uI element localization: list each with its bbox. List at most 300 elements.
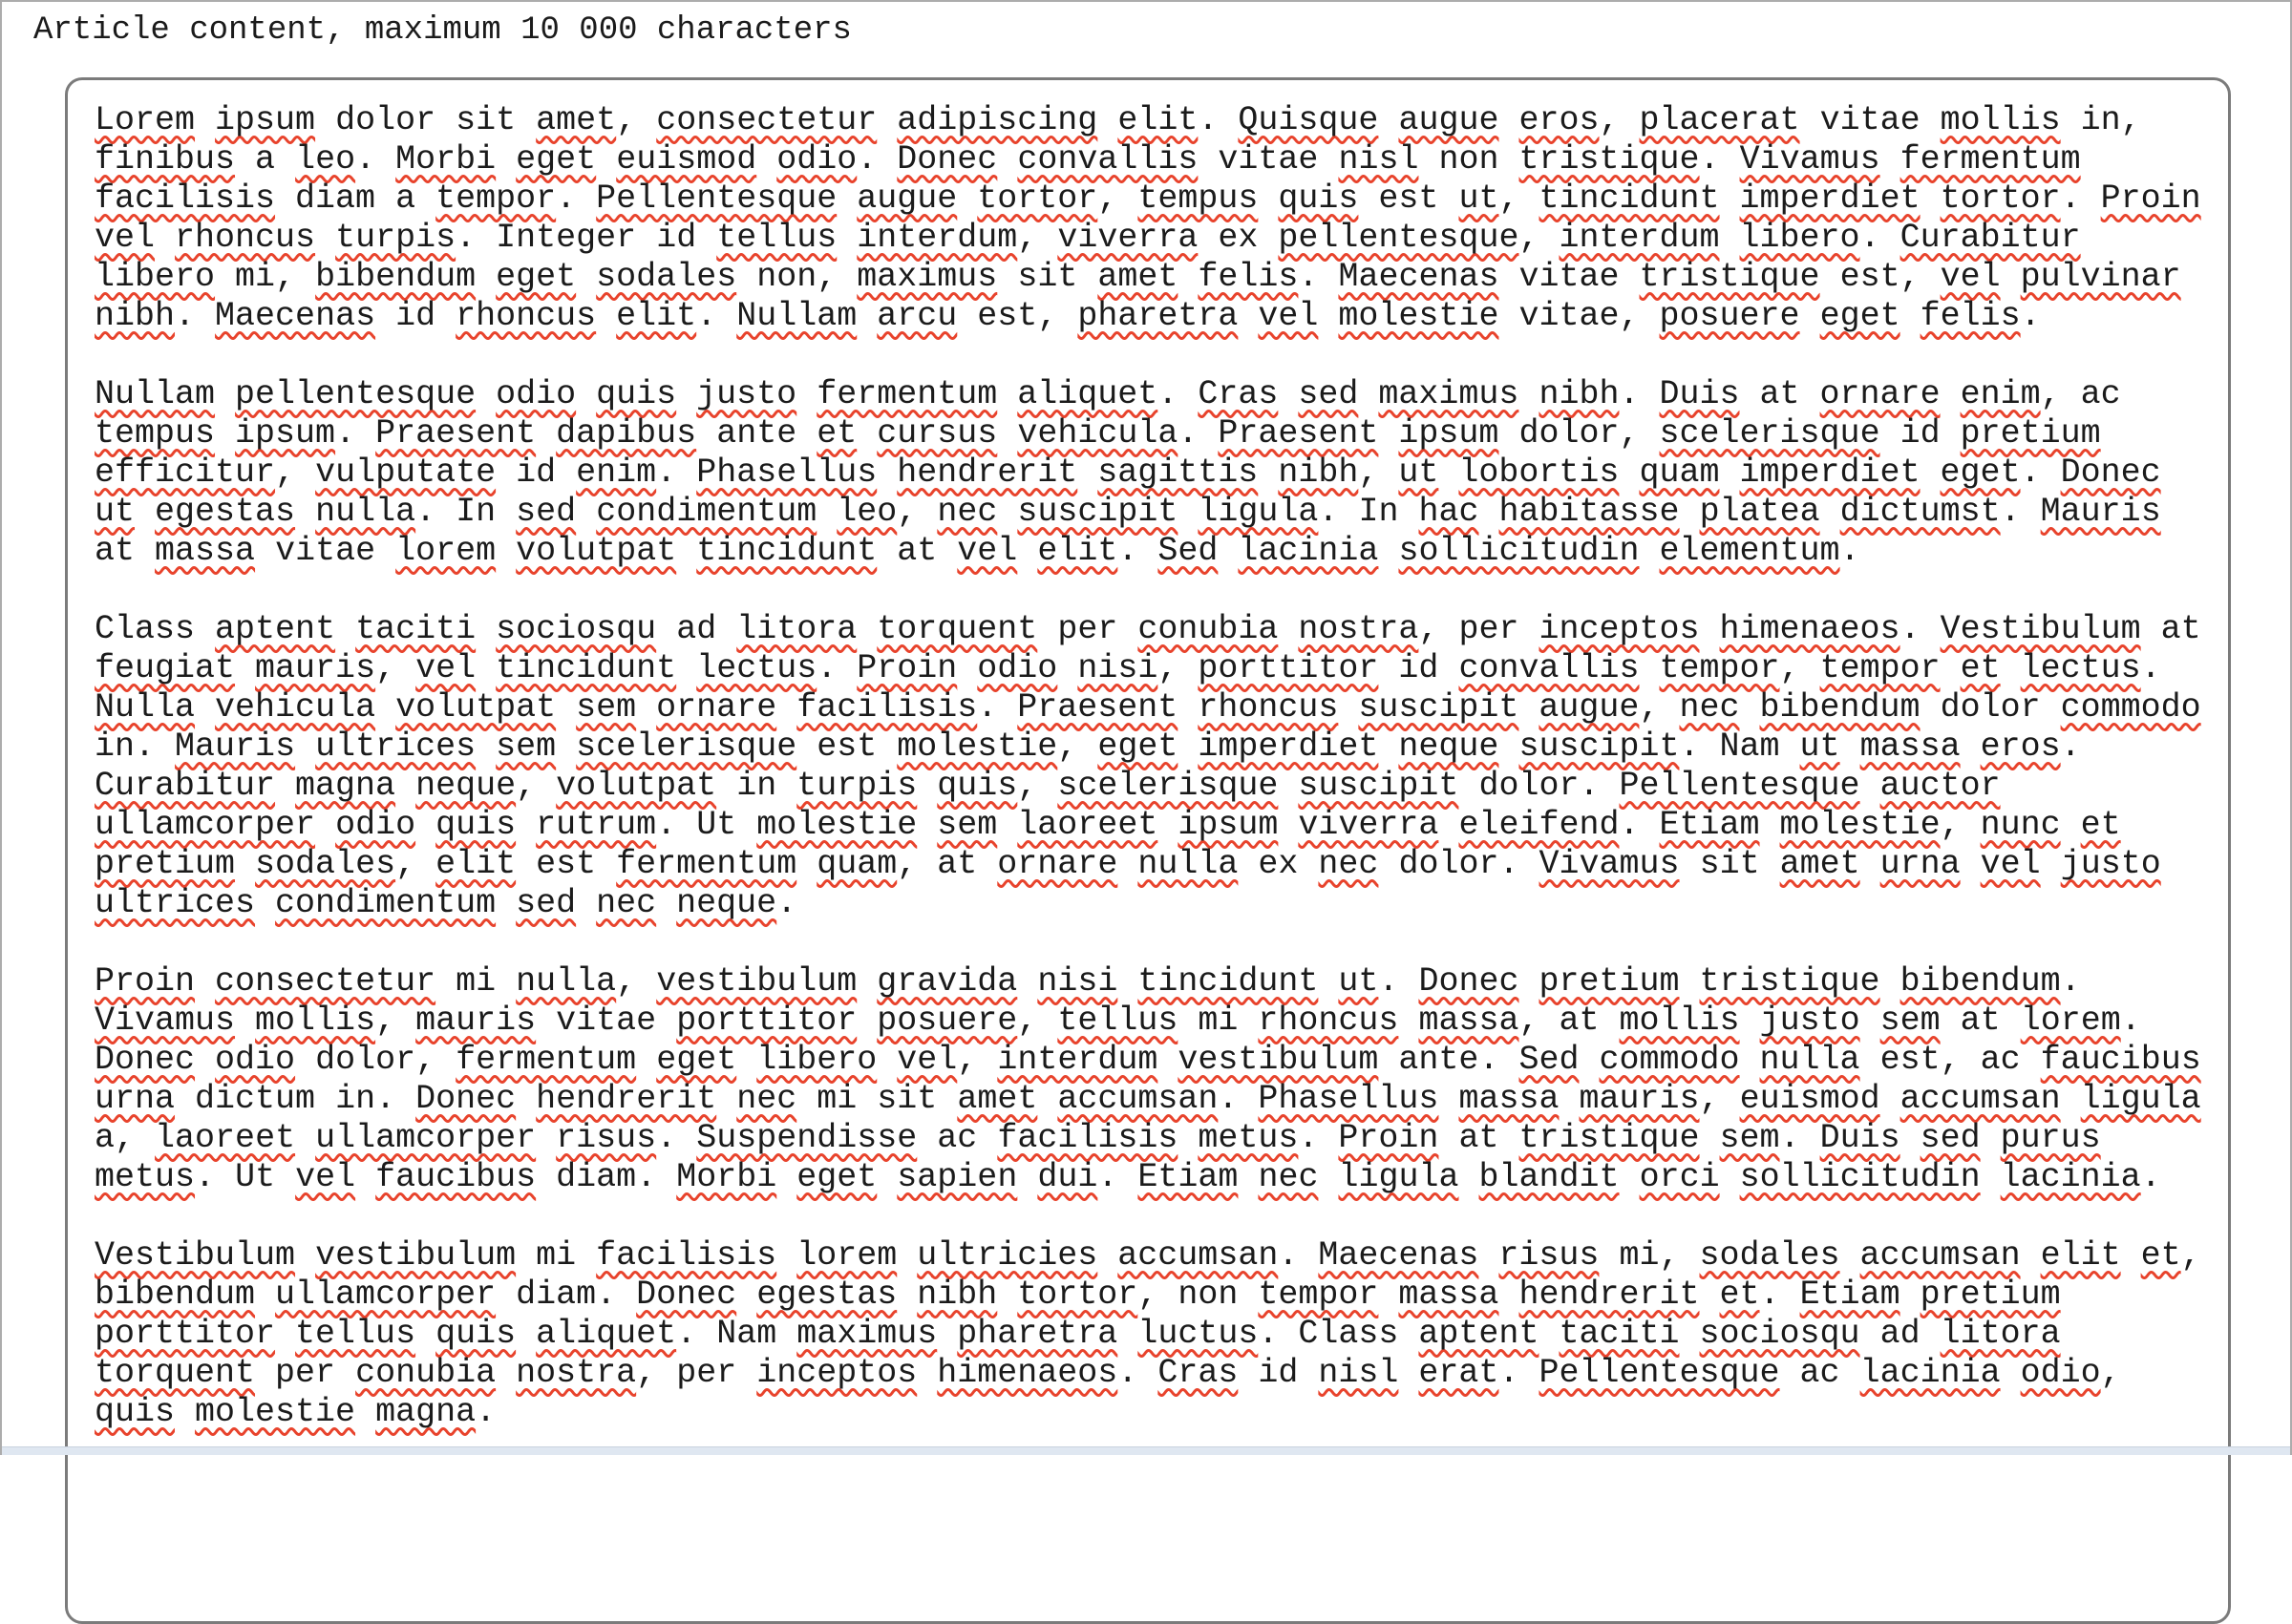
misspelled-word: lobortis <box>1458 453 1620 492</box>
misspelled-word: inceptos <box>756 1354 918 1392</box>
misspelled-word: accumsan <box>1899 1080 2061 1118</box>
word: at <box>1759 375 1800 413</box>
misspelled-word: nisl <box>1338 140 1419 179</box>
misspelled-word: himenaeos <box>937 1354 1118 1392</box>
word: mi <box>1619 1236 1660 1275</box>
misspelled-word: sem <box>496 728 557 766</box>
misspelled-word: lacinia <box>2000 1158 2141 1196</box>
word: sit <box>456 101 517 139</box>
misspelled-word: rhoncus <box>175 219 316 257</box>
misspelled-word: vestibulum <box>315 1236 517 1275</box>
misspelled-word: Phasellus <box>1258 1080 1439 1118</box>
misspelled-word: tempor <box>1819 649 1941 687</box>
misspelled-word: ipsum <box>235 414 336 453</box>
word: ante <box>1398 1041 1479 1079</box>
word: vitae <box>1218 140 1319 179</box>
misspelled-word: tortor <box>977 179 1098 218</box>
misspelled-word: fermentum <box>1899 140 2081 179</box>
misspelled-word: suscipit <box>1518 728 1680 766</box>
misspelled-word: erat <box>1418 1354 1499 1392</box>
misspelled-word: Nulla <box>95 688 196 727</box>
misspelled-word: Lorem <box>95 101 196 139</box>
misspelled-word: orci <box>1639 1158 1720 1196</box>
misspelled-word: tincidunt <box>1539 179 1720 218</box>
misspelled-word: Mauris <box>175 728 296 766</box>
misspelled-word: fermentum <box>817 375 998 413</box>
misspelled-word: Maecenas <box>1318 1236 1479 1275</box>
word: a <box>255 140 276 179</box>
misspelled-word: vel <box>1980 845 2041 883</box>
misspelled-word: elementum <box>1659 532 1840 570</box>
misspelled-word: viverra <box>1057 219 1199 257</box>
misspelled-word: sodales <box>1699 1236 1840 1275</box>
misspelled-word: accumsan <box>1859 1236 2021 1275</box>
misspelled-word: Etiam <box>1137 1158 1239 1196</box>
misspelled-word: rhoncus <box>1258 1002 1399 1040</box>
word: in <box>335 1080 376 1118</box>
misspelled-word: habitasse <box>1498 493 1680 531</box>
word: dolor <box>1940 688 2041 727</box>
misspelled-word: neque <box>1398 728 1499 766</box>
misspelled-word: lacinia <box>1859 1354 2001 1392</box>
word: id <box>656 219 697 257</box>
misspelled-word: Maecenas <box>1338 258 1499 296</box>
misspelled-word: suscipit <box>1298 767 1459 805</box>
word: Ut <box>696 806 737 844</box>
misspelled-word: quis <box>435 806 517 844</box>
misspelled-word: Praesent <box>1218 414 1379 453</box>
misspelled-word: eget <box>1097 728 1178 766</box>
misspelled-word: facilisis <box>796 688 978 727</box>
word: dolor <box>1478 767 1580 805</box>
misspelled-word: accumsan <box>1057 1080 1219 1118</box>
misspelled-word: cursus <box>877 414 998 453</box>
misspelled-word: interdum <box>997 1041 1158 1079</box>
misspelled-word: risus <box>1498 1236 1600 1275</box>
article-content-textarea[interactable] <box>65 77 2231 1624</box>
misspelled-word: pellentesque <box>1278 219 1519 257</box>
misspelled-word: metus <box>1198 1119 1299 1157</box>
paragraph: Proin consectetur mi nulla, vestibulum gravida nisi tincidunt ut. Donec pretium tristique bibendum. Vivamus mollis, mauris vitae porttitor posuere, tellus mi rhoncus massa, at mollis justo sem at lorem. Donec odio dolor, fermentum eget libero vel, interdum vestibulum ante. Sed commodo nulla est, ac faucibus urna dictum in. Donec hendrerit nec mi sit amet accumsan. Phasellus massa mauris, euismod accumsan ligula a, laoreet ullamcorper risus. Suspendisse ac facilisis metus. Proin at tristique sem. Duis sed purus metus. Ut vel faucibus diam. Morbi eget sapien dui. Etiam nec ligula blandit orci sollicitudin lacinia. <box>95 962 2201 1196</box>
misspelled-word: convallis <box>1458 649 1640 687</box>
misspelled-word: aptent <box>1418 1315 1539 1353</box>
misspelled-word: Vivamus <box>1739 140 1880 179</box>
misspelled-word: quis <box>435 1315 517 1353</box>
misspelled-word: urna <box>1879 845 1961 883</box>
misspelled-word: arcu <box>877 297 958 335</box>
misspelled-word: sodales <box>255 845 396 883</box>
word: vitae <box>1518 297 1620 335</box>
misspelled-word: fermentum <box>616 845 797 883</box>
misspelled-word: adipiscing <box>897 101 1098 139</box>
misspelled-word: volutpat <box>556 767 717 805</box>
word: est <box>817 728 878 766</box>
word: sit <box>1699 845 1760 883</box>
misspelled-word: placerat <box>1639 101 1800 139</box>
misspelled-word: massa <box>155 532 256 570</box>
word: diam <box>556 1158 637 1196</box>
misspelled-word: Nullam <box>736 297 858 335</box>
misspelled-word: lacinia <box>1238 532 1379 570</box>
misspelled-word: dui <box>1037 1158 1098 1196</box>
misspelled-word: ornare <box>1819 375 1941 413</box>
word: mi <box>817 1080 858 1118</box>
word: at <box>897 532 938 570</box>
misspelled-word: interdum <box>1559 219 1720 257</box>
misspelled-word: mauris <box>415 1002 537 1040</box>
word: per <box>676 1354 737 1392</box>
misspelled-word: Donec <box>95 1041 196 1079</box>
misspelled-word: eleifend <box>1458 806 1620 844</box>
misspelled-word: sed <box>1920 1119 1981 1157</box>
word: Class <box>95 610 196 648</box>
misspelled-word: quis <box>937 767 1018 805</box>
misspelled-word: elit <box>2040 1236 2121 1275</box>
misspelled-word: tristique <box>1518 1119 1700 1157</box>
misspelled-word: leo <box>837 493 898 531</box>
word: ex <box>1218 219 1259 257</box>
misspelled-word: neque <box>415 767 517 805</box>
misspelled-word: vestibulum <box>1178 1041 1379 1079</box>
misspelled-word: taciti <box>1559 1315 1680 1353</box>
misspelled-word: metus <box>95 1158 196 1196</box>
misspelled-word: Proin <box>1338 1119 1439 1157</box>
misspelled-word: egestas <box>756 1276 898 1314</box>
misspelled-word: tincidunt <box>496 649 677 687</box>
misspelled-word: conubia <box>1137 610 1279 648</box>
misspelled-word: nibh <box>95 297 176 335</box>
misspelled-word: mauris <box>1579 1080 1700 1118</box>
word: diam <box>295 179 376 218</box>
misspelled-word: Pellentesque <box>1619 767 1860 805</box>
misspelled-word: Vestibulum <box>1940 610 2141 648</box>
misspelled-word: et <box>1960 649 2001 687</box>
misspelled-word: nec <box>1679 688 1740 727</box>
word: est <box>1879 1041 1941 1079</box>
misspelled-word: Cras <box>1198 375 1279 413</box>
misspelled-word: ultrices <box>315 728 477 766</box>
misspelled-word: libero <box>756 1041 878 1079</box>
misspelled-word: hac <box>1418 493 1479 531</box>
word: id <box>395 297 436 335</box>
misspelled-word: tristique <box>1699 962 1880 1001</box>
misspelled-word: nisi <box>1077 649 1158 687</box>
word: id <box>1258 1354 1299 1392</box>
misspelled-word: tellus <box>1057 1002 1178 1040</box>
misspelled-word: vel <box>1940 258 2001 296</box>
misspelled-word: Sed <box>1518 1041 1580 1079</box>
word: at <box>1960 1002 2001 1040</box>
word: dolor <box>335 101 436 139</box>
misspelled-word: nulla <box>516 962 617 1001</box>
misspelled-word: Donec <box>1418 962 1519 1001</box>
word: ac <box>1980 1041 2021 1079</box>
word: Nam <box>1719 728 1780 766</box>
misspelled-word: rutrum <box>536 806 657 844</box>
misspelled-word: vestibulum <box>656 962 858 1001</box>
misspelled-word: libero <box>95 258 216 296</box>
misspelled-word: Donec <box>2060 453 2161 492</box>
misspelled-word: accumsan <box>1117 1236 1279 1275</box>
misspelled-word: purus <box>2000 1119 2101 1157</box>
misspelled-word: Nullam <box>95 375 216 413</box>
misspelled-word: Proin <box>2100 179 2201 218</box>
misspelled-word: rhoncus <box>456 297 597 335</box>
misspelled-word: lorem <box>796 1236 898 1275</box>
misspelled-word: posuere <box>1659 297 1800 335</box>
misspelled-word: massa <box>1859 728 1961 766</box>
misspelled-word: Pellentesque <box>596 179 838 218</box>
misspelled-word: ut <box>95 493 136 531</box>
misspelled-word: quam <box>1639 453 1720 492</box>
misspelled-word: facilisis <box>596 1236 777 1275</box>
misspelled-word: Donec <box>636 1276 737 1314</box>
misspelled-word: faucibus <box>2040 1041 2201 1079</box>
misspelled-word: lectus <box>696 649 817 687</box>
misspelled-word: bibendum <box>1899 962 2061 1001</box>
misspelled-word: condimentum <box>596 493 817 531</box>
misspelled-word: nisl <box>1318 1354 1399 1392</box>
misspelled-word: neque <box>676 884 777 922</box>
word: at <box>937 845 978 883</box>
misspelled-word: ligula <box>1198 493 1319 531</box>
misspelled-word: nec <box>596 884 657 922</box>
word: mi <box>456 962 497 1001</box>
misspelled-word: massa <box>1398 1276 1499 1314</box>
misspelled-word: odio <box>335 806 416 844</box>
word: est <box>977 297 1038 335</box>
misspelled-word: tempor <box>1659 649 1780 687</box>
misspelled-word: ut <box>1458 179 1499 218</box>
misspelled-word: sagittis <box>1097 453 1259 492</box>
misspelled-word: imperdiet <box>1739 179 1921 218</box>
misspelled-word: hendrerit <box>1518 1276 1700 1314</box>
misspelled-word: Sed <box>1157 532 1219 570</box>
misspelled-word: ut <box>1398 453 1439 492</box>
word: id <box>516 453 557 492</box>
misspelled-word: aptent <box>215 610 336 648</box>
misspelled-word: pharetra <box>957 1315 1118 1353</box>
misspelled-word: nec <box>937 493 998 531</box>
misspelled-word: ligula <box>2080 1080 2201 1118</box>
word: a <box>395 179 416 218</box>
misspelled-word: suscipit <box>1358 688 1519 727</box>
misspelled-word: Pellentesque <box>1539 1354 1780 1392</box>
misspelled-word: torquent <box>877 610 1038 648</box>
bottom-edge-strip <box>2 1446 2290 1455</box>
misspelled-word: imperdiet <box>1198 728 1379 766</box>
misspelled-word: nec <box>736 1080 797 1118</box>
word: in <box>2080 101 2121 139</box>
misspelled-word: felis <box>1198 258 1299 296</box>
misspelled-word: ut <box>1799 728 1840 766</box>
misspelled-word: lectus <box>2020 649 2141 687</box>
misspelled-word: commodo <box>2060 688 2201 727</box>
misspelled-word: Suspendisse <box>696 1119 918 1157</box>
misspelled-word: maximus <box>796 1315 938 1353</box>
misspelled-word: consectetur <box>215 962 436 1001</box>
misspelled-word: quis <box>596 375 677 413</box>
misspelled-word: sed <box>516 493 577 531</box>
misspelled-word: elit <box>1117 101 1199 139</box>
misspelled-word: vel <box>1258 297 1319 335</box>
word: id <box>1398 649 1439 687</box>
word: Ut <box>235 1158 276 1196</box>
misspelled-word: euismod <box>1739 1080 1880 1118</box>
misspelled-word: odio <box>776 140 858 179</box>
misspelled-word: ipsum <box>1178 806 1279 844</box>
misspelled-word: turpis <box>796 767 918 805</box>
word: dolor <box>1518 414 1620 453</box>
word: Class <box>1298 1315 1399 1353</box>
misspelled-word: tortor <box>1017 1276 1138 1314</box>
misspelled-word: ipsum <box>1398 414 1499 453</box>
misspelled-word: enim <box>1960 375 2041 413</box>
word: est <box>536 845 597 883</box>
word: non <box>1438 140 1499 179</box>
misspelled-word: facilisis <box>95 179 276 218</box>
word: ex <box>1258 845 1299 883</box>
misspelled-word: amet <box>1097 258 1178 296</box>
misspelled-word: bibendum <box>315 258 477 296</box>
misspelled-word: elit <box>1037 532 1118 570</box>
word: at <box>2160 610 2201 648</box>
misspelled-word: platea <box>1699 493 1820 531</box>
misspelled-word: turpis <box>335 219 456 257</box>
word: in <box>736 767 777 805</box>
misspelled-word: Duis <box>1659 375 1740 413</box>
misspelled-word: eget <box>1819 297 1900 335</box>
misspelled-word: sed <box>516 884 577 922</box>
misspelled-word: eros <box>1518 101 1600 139</box>
misspelled-word: dictumst <box>1839 493 2001 531</box>
misspelled-word: sodales <box>596 258 737 296</box>
misspelled-word: vel <box>415 649 477 687</box>
misspelled-word: massa <box>1418 1002 1519 1040</box>
misspelled-word: aliquet <box>536 1315 677 1353</box>
misspelled-word: porttitor <box>95 1315 276 1353</box>
misspelled-word: Praesent <box>375 414 537 453</box>
misspelled-word: ullamcorper <box>315 1119 537 1157</box>
word: at <box>1458 1119 1499 1157</box>
word: at <box>95 532 136 570</box>
misspelled-word: ut <box>1338 962 1379 1001</box>
misspelled-word: quis <box>1278 179 1359 218</box>
misspelled-word: pretium <box>95 845 236 883</box>
word: dolor <box>1398 845 1499 883</box>
misspelled-word: Donec <box>415 1080 517 1118</box>
misspelled-word: egestas <box>155 493 296 531</box>
misspelled-word: Proin <box>95 962 196 1001</box>
misspelled-word: torquent <box>95 1354 256 1392</box>
misspelled-word: sociosqu <box>1699 1315 1860 1353</box>
word: vitae <box>556 1002 657 1040</box>
misspelled-word: maximus <box>1378 375 1519 413</box>
word: ad <box>676 610 717 648</box>
word: ad <box>1879 1315 1921 1353</box>
misspelled-word: ullamcorper <box>95 806 316 844</box>
misspelled-word: tempor <box>435 179 557 218</box>
misspelled-word: nibh <box>1278 453 1359 492</box>
word: per <box>1458 610 1519 648</box>
misspelled-word: sed <box>1298 375 1359 413</box>
word: est <box>1839 258 1900 296</box>
word: diam <box>516 1276 597 1314</box>
word: vitae <box>275 532 376 570</box>
misspelled-word: vulputate <box>315 453 497 492</box>
misspelled-word: felis <box>1920 297 2021 335</box>
misspelled-word: litora <box>736 610 858 648</box>
misspelled-word: Phasellus <box>696 453 878 492</box>
misspelled-word: Quisque <box>1238 101 1379 139</box>
misspelled-word: consectetur <box>656 101 878 139</box>
word: Nam <box>716 1315 777 1353</box>
word: mi <box>235 258 276 296</box>
misspelled-word: eget <box>1940 453 2021 492</box>
misspelled-word: Vivamus <box>95 1002 236 1040</box>
misspelled-word: leo <box>295 140 356 179</box>
misspelled-word: libero <box>1739 219 1860 257</box>
misspelled-word: ornare <box>997 845 1118 883</box>
misspelled-word: augue <box>857 179 958 218</box>
misspelled-word: elit <box>616 297 697 335</box>
misspelled-word: sem <box>937 806 998 844</box>
misspelled-word: eget <box>496 258 577 296</box>
misspelled-word: ipsum <box>215 101 316 139</box>
misspelled-word: condimentum <box>275 884 497 922</box>
misspelled-word: aliquet <box>1017 375 1158 413</box>
misspelled-word: Etiam <box>1799 1276 1900 1314</box>
misspelled-word: interdum <box>857 219 1018 257</box>
misspelled-word: faucibus <box>375 1158 537 1196</box>
misspelled-word: Proin <box>857 649 958 687</box>
misspelled-word: Vivamus <box>1539 845 1680 883</box>
misspelled-word: ornare <box>656 688 777 727</box>
misspelled-word: laoreet <box>155 1119 296 1157</box>
misspelled-word: fermentum <box>456 1041 637 1079</box>
misspelled-word: Etiam <box>1659 806 1760 844</box>
misspelled-word: nibh <box>1539 375 1620 413</box>
misspelled-word: scelerisque <box>1057 767 1279 805</box>
misspelled-word: et <box>817 414 858 453</box>
misspelled-word: quis <box>95 1393 176 1431</box>
misspelled-word: auctor <box>1879 767 2001 805</box>
misspelled-word: molestie <box>756 806 918 844</box>
misspelled-word: nostra <box>516 1354 637 1392</box>
word: mi <box>1198 1002 1239 1040</box>
misspelled-word: euismod <box>616 140 757 179</box>
misspelled-word: molestie <box>195 1393 356 1431</box>
misspelled-word: nec <box>1318 845 1379 883</box>
misspelled-word: sem <box>1719 1119 1780 1157</box>
misspelled-word: justo <box>1759 1002 1860 1040</box>
misspelled-word: inceptos <box>1539 610 1700 648</box>
paragraph: Class aptent taciti sociosqu ad litora torquent per conubia nostra, per inceptos himenaeos. Vestibulum at feugiat mauris, vel tincidunt lectus. Proin odio nisi, porttitor id convallis tempor, tempor et lectus. Nulla vehicula volutpat sem ornare facilisis. Praesent rhoncus suscipit augue, nec bibendum dolor commodo in. Mauris ultrices sem scelerisque est molestie, eget imperdiet neque suscipit. Nam ut massa eros. Curabitur magna neque, volutpat in turpis quis, scelerisque suscipit dolor. Pellentesque auctor ullamcorper odio quis rutrum. Ut molestie sem laoreet ipsum viverra eleifend. Etiam molestie, nunc et pretium sodales, elit est fermentum quam, at ornare nulla ex nec dolor. Vivamus sit amet urna vel justo ultrices condimentum sed nec neque. <box>95 610 2201 922</box>
misspelled-word: bibendum <box>95 1276 256 1314</box>
misspelled-word: molestie <box>897 728 1058 766</box>
misspelled-word: ullamcorper <box>275 1276 497 1314</box>
misspelled-word: laoreet <box>1017 806 1158 844</box>
misspelled-word: pretium <box>1960 414 2101 453</box>
misspelled-word: amet <box>1779 845 1860 883</box>
misspelled-word: odio <box>215 1041 296 1079</box>
misspelled-word: nulla <box>1137 845 1239 883</box>
word: id <box>1899 414 1941 453</box>
misspelled-word: nostra <box>1298 610 1419 648</box>
misspelled-word: augue <box>1398 101 1499 139</box>
misspelled-word: ligula <box>1338 1158 1459 1196</box>
misspelled-word: tristique <box>1639 258 1820 296</box>
